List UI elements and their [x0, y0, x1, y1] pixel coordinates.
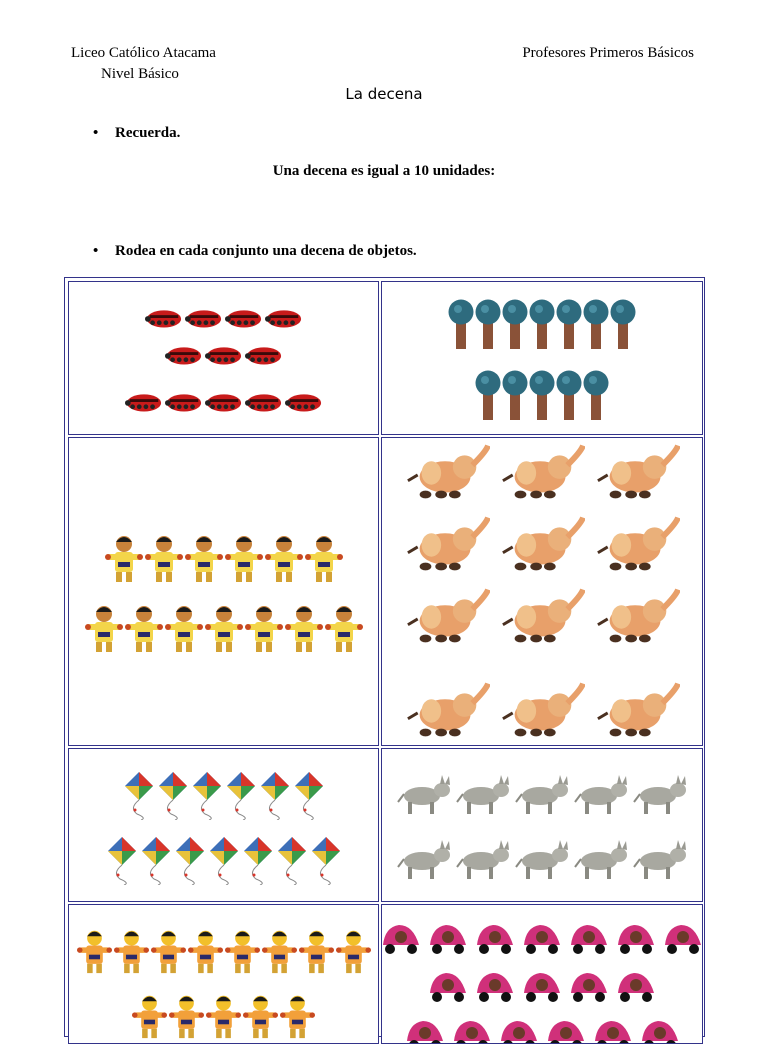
- ladybug-icon[interactable]: [245, 344, 283, 366]
- car-icon[interactable]: [661, 918, 703, 956]
- elephant-icon[interactable]: [499, 443, 585, 501]
- child-yellow-icon[interactable]: [285, 602, 323, 654]
- ladybug-row: [69, 344, 378, 366]
- donkey-icon[interactable]: [573, 839, 629, 881]
- school-level: Nivel Básico: [101, 66, 179, 82]
- elephant-icon[interactable]: [594, 681, 680, 739]
- child-yellow-row: [69, 602, 378, 654]
- kite-icon[interactable]: [225, 770, 257, 820]
- bullet-instruction-text: Rodea en cada conjunto una decena de objetos.: [115, 243, 417, 259]
- child-yellow-icon[interactable]: [205, 602, 243, 654]
- child-orange-icon[interactable]: [280, 991, 315, 1041]
- tree-icon[interactable]: [583, 299, 609, 349]
- child-orange-icon[interactable]: [262, 926, 297, 976]
- car-row: [382, 1014, 702, 1044]
- donkey-row: [382, 839, 702, 881]
- elephant-icon[interactable]: [594, 443, 680, 501]
- bullet-instruction: [93, 243, 417, 260]
- bullet-dot: •: [93, 243, 99, 259]
- kite-icon[interactable]: [259, 770, 291, 820]
- teachers-label: Profesores Primeros Básicos: [522, 45, 694, 61]
- kite-row: [69, 770, 378, 820]
- child-orange-icon[interactable]: [132, 991, 167, 1041]
- elephant-row: [382, 681, 702, 739]
- elephant-icon[interactable]: [499, 681, 585, 739]
- donkey-icon[interactable]: [632, 839, 688, 881]
- kite-icon[interactable]: [174, 835, 206, 885]
- donkey-icon[interactable]: [573, 774, 629, 816]
- child-yellow-icon[interactable]: [245, 602, 283, 654]
- ladybug-icon[interactable]: [165, 391, 203, 413]
- set-cars[interactable]: [381, 904, 703, 1044]
- kite-icon[interactable]: [106, 835, 138, 885]
- car-icon[interactable]: [497, 1014, 541, 1044]
- tree-icon[interactable]: [556, 370, 582, 420]
- tree-icon[interactable]: [502, 299, 528, 349]
- child-orange-icon[interactable]: [77, 926, 112, 976]
- tree-icon[interactable]: [583, 370, 609, 420]
- object-sets-table: [64, 277, 705, 1037]
- tree-icon[interactable]: [448, 299, 474, 349]
- ladybug-icon[interactable]: [205, 344, 243, 366]
- kite-icon[interactable]: [276, 835, 308, 885]
- donkey-icon[interactable]: [632, 774, 688, 816]
- donkey-icon[interactable]: [396, 774, 452, 816]
- car-icon[interactable]: [473, 918, 517, 956]
- ladybug-icon[interactable]: [145, 307, 183, 329]
- donkey-icon[interactable]: [396, 839, 452, 881]
- child-orange-icon[interactable]: [188, 926, 223, 976]
- ladybug-icon[interactable]: [225, 307, 263, 329]
- car-icon[interactable]: [567, 966, 611, 1004]
- child-orange-row: [69, 926, 378, 976]
- car-icon[interactable]: [403, 1014, 447, 1044]
- set-ladybugs[interactable]: [68, 281, 379, 435]
- ladybug-row: [69, 391, 378, 413]
- elephant-icon[interactable]: [499, 587, 585, 645]
- child-yellow-icon[interactable]: [105, 532, 143, 584]
- set-donkeys[interactable]: [381, 748, 703, 902]
- tree-icon[interactable]: [475, 299, 501, 349]
- car-icon[interactable]: [426, 918, 470, 956]
- child-yellow-icon[interactable]: [165, 602, 203, 654]
- tree-icon[interactable]: [502, 370, 528, 420]
- kite-icon[interactable]: [123, 770, 155, 820]
- car-icon[interactable]: [473, 966, 517, 1004]
- elephant-icon[interactable]: [594, 515, 680, 573]
- donkey-icon[interactable]: [455, 774, 511, 816]
- car-icon[interactable]: [544, 1014, 588, 1044]
- ladybug-icon[interactable]: [245, 391, 283, 413]
- elephant-icon[interactable]: [499, 515, 585, 573]
- car-row: [382, 966, 702, 1004]
- donkey-icon[interactable]: [514, 839, 570, 881]
- child-orange-icon[interactable]: [206, 991, 241, 1041]
- ladybug-icon[interactable]: [165, 344, 203, 366]
- car-icon[interactable]: [638, 1014, 682, 1044]
- donkey-icon[interactable]: [514, 774, 570, 816]
- child-orange-icon[interactable]: [114, 926, 149, 976]
- kite-icon[interactable]: [191, 770, 223, 820]
- kite-icon[interactable]: [208, 835, 240, 885]
- child-yellow-icon[interactable]: [305, 532, 343, 584]
- child-yellow-icon[interactable]: [265, 532, 303, 584]
- elephant-icon[interactable]: [404, 443, 490, 501]
- elephant-icon[interactable]: [404, 515, 490, 573]
- elephant-icon[interactable]: [404, 587, 490, 645]
- car-icon[interactable]: [426, 966, 470, 1004]
- elephant-icon[interactable]: [404, 681, 490, 739]
- car-icon[interactable]: [614, 966, 658, 1004]
- bullet-remember: [93, 125, 180, 142]
- tree-row: [382, 299, 702, 349]
- car-icon[interactable]: [381, 918, 423, 956]
- set-children-orange[interactable]: [68, 904, 379, 1044]
- child-yellow-icon[interactable]: [125, 602, 163, 654]
- car-icon[interactable]: [591, 1014, 635, 1044]
- bullet-remember-text: Recuerda.: [115, 125, 181, 141]
- child-yellow-icon[interactable]: [145, 532, 183, 584]
- tree-row: [382, 370, 702, 420]
- tree-icon[interactable]: [529, 370, 555, 420]
- child-yellow-icon[interactable]: [225, 532, 263, 584]
- car-icon[interactable]: [567, 918, 611, 956]
- child-orange-icon[interactable]: [336, 926, 371, 976]
- kite-icon[interactable]: [310, 835, 342, 885]
- kite-icon[interactable]: [293, 770, 325, 820]
- kite-icon[interactable]: [242, 835, 274, 885]
- decena-rule: Una decena es igual a 10 unidades:: [272, 163, 496, 179]
- child-yellow-icon[interactable]: [185, 532, 223, 584]
- elephant-icon[interactable]: [594, 587, 680, 645]
- ladybug-icon[interactable]: [205, 391, 243, 413]
- ladybug-row: [69, 307, 378, 329]
- child-orange-icon[interactable]: [243, 991, 278, 1041]
- set-children-yellow[interactable]: [68, 437, 379, 746]
- tree-icon[interactable]: [475, 370, 501, 420]
- bullet-dot: •: [93, 125, 99, 141]
- ladybug-icon[interactable]: [285, 391, 323, 413]
- kite-icon[interactable]: [140, 835, 172, 885]
- elephant-row: [382, 515, 702, 573]
- ladybug-icon[interactable]: [185, 307, 223, 329]
- elephant-row: [382, 587, 702, 645]
- tree-icon[interactable]: [610, 299, 636, 349]
- car-row: [382, 918, 702, 956]
- set-kites[interactable]: [68, 748, 379, 902]
- ladybug-icon[interactable]: [125, 391, 163, 413]
- child-orange-row: [69, 991, 378, 1041]
- donkey-icon[interactable]: [455, 839, 511, 881]
- ladybug-icon[interactable]: [265, 307, 303, 329]
- child-orange-icon[interactable]: [151, 926, 186, 976]
- car-icon[interactable]: [614, 918, 658, 956]
- set-trees[interactable]: [381, 281, 703, 435]
- set-elephants[interactable]: [381, 437, 703, 746]
- child-yellow-icon[interactable]: [85, 602, 123, 654]
- tree-icon[interactable]: [556, 299, 582, 349]
- kite-icon[interactable]: [157, 770, 189, 820]
- page-title: La decena: [345, 85, 423, 103]
- child-orange-icon[interactable]: [299, 926, 334, 976]
- child-orange-icon[interactable]: [169, 991, 204, 1041]
- school-name: Liceo Católico Atacama: [71, 45, 216, 61]
- kite-row: [69, 835, 378, 885]
- car-icon[interactable]: [450, 1014, 494, 1044]
- child-orange-icon[interactable]: [225, 926, 260, 976]
- car-icon[interactable]: [520, 966, 564, 1004]
- elephant-row: [382, 443, 702, 501]
- tree-icon[interactable]: [529, 299, 555, 349]
- donkey-row: [382, 774, 702, 816]
- child-yellow-row: [69, 532, 378, 584]
- car-icon[interactable]: [520, 918, 564, 956]
- child-yellow-icon[interactable]: [325, 602, 363, 654]
